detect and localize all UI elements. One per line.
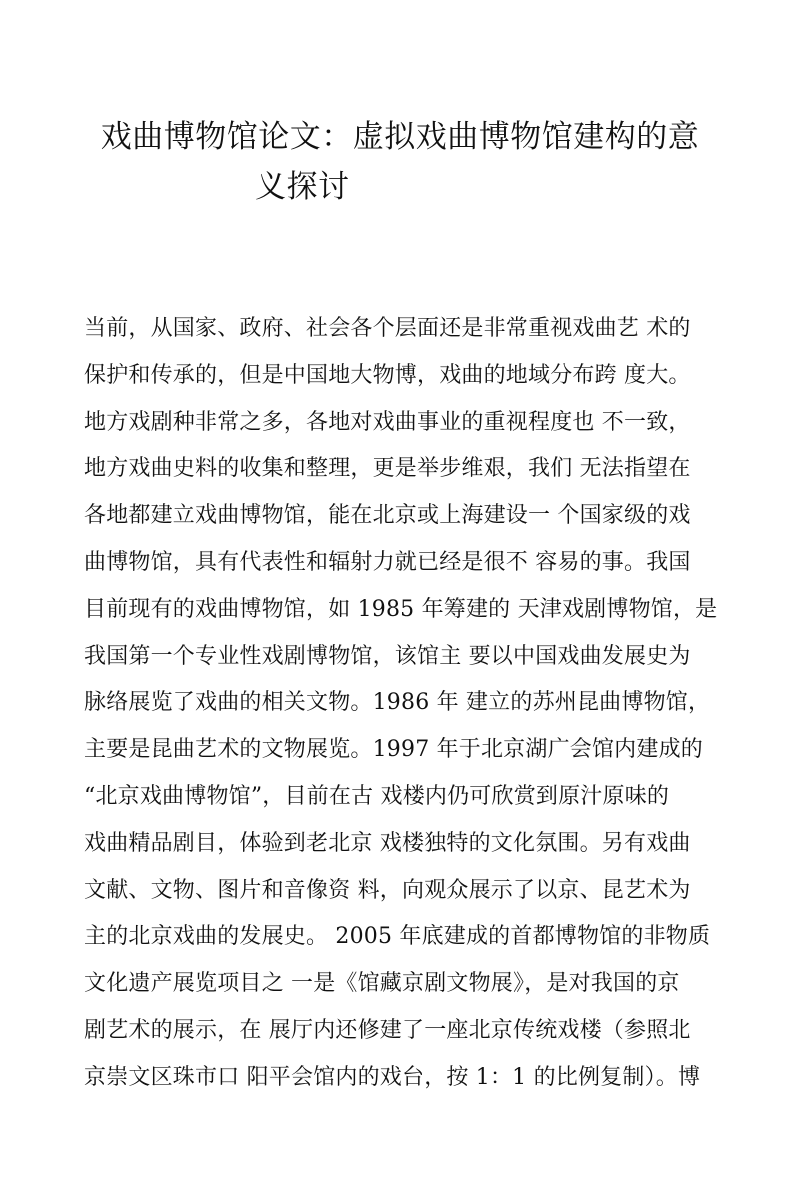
- title-line: 义探讨: [255, 169, 350, 205]
- body-line: 地方戏曲史料的收集和整理，更是举步维艰，我们 无法指望在: [84, 456, 691, 482]
- body-line: 当前，从国家、政府、社会各个层面还是非常重视戏曲艺 术的: [84, 316, 691, 341]
- title-line: 戏曲博物馆论文：虚拟戏曲博物馆建构的意: [100, 119, 700, 155]
- document-title: [0, 112, 800, 212]
- body-line: 主的北京戏曲的发展史。 2005 年底建成的首都博物馆的非物质: [84, 924, 711, 950]
- document-body: [84, 306, 724, 1102]
- body-line: 地方戏剧种非常之多，各地对戏曲事业的重视程度也 不一致，: [84, 409, 691, 435]
- body-line: 京崇文区珠市口 阳平会馆内的戏台，按 1：1 的比例复制）。博: [84, 1064, 701, 1090]
- body-line: 剧艺术的展示，在 展厅内还修建了一座北京传统戏楼（参照北: [84, 1017, 691, 1043]
- body-line: 文献、文物、图片和音像资 料，向观众展示了以京、昆艺术为: [84, 877, 691, 903]
- body-line: 各地都建立戏曲博物馆，能在北京或上海建设一 个国家级的戏: [84, 503, 691, 529]
- body-line: 文化遗产展览项目之 一是《馆藏京剧文物展》，是对我国的京: [84, 971, 680, 997]
- body-line: 脉络展览了戏曲的相关文物。1986 年 建立的苏州昆曲博物馆，: [84, 690, 711, 716]
- body-line: “北京戏曲博物馆”，目前在古 戏楼内仍可欣赏到原汁原味的: [84, 783, 670, 809]
- body-line: 我国第一个专业性戏剧博物馆，该馆主 要以中国戏曲发展史为: [84, 643, 691, 669]
- body-line: 曲博物馆，具有代表性和辐射力就已经是很不 容易的事。我国: [84, 549, 691, 575]
- body-line: 主要是昆曲艺术的文物展览。1997 年于北京湖广会馆内建成的: [84, 737, 703, 763]
- body-line: 保护和传承的，但是中国地大物博，戏曲的地域分布跨 度大。: [84, 362, 691, 388]
- body-line: 戏曲精品剧目，体验到老北京 戏楼独特的文化氛围。另有戏曲: [84, 830, 691, 856]
- body-line: 目前现有的戏曲博物馆，如 1985 年筹建的 天津戏剧博物馆，是: [84, 596, 718, 622]
